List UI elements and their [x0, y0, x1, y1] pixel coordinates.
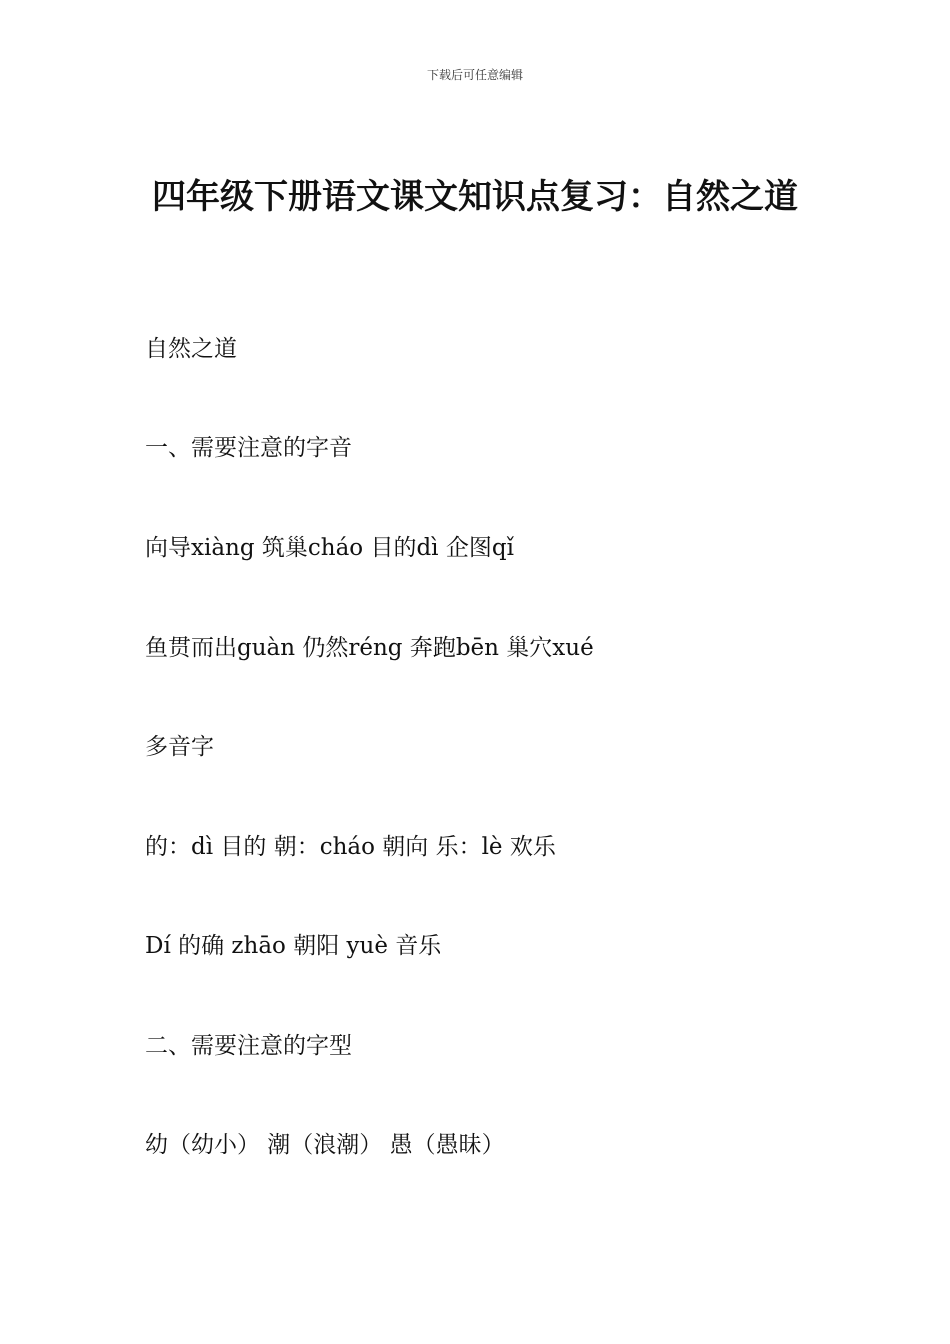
section-heading-pronunciation: 一、需要注意的字音: [145, 435, 352, 461]
pronunciation-line-2: 鱼贯而出guàn 仍然réng 奔跑bēn 巢穴xué: [145, 635, 594, 661]
polyphonic-line-1: 的：dì 目的 朝：cháo 朝向 乐：lè 欢乐: [145, 834, 556, 860]
pronunciation-line-1: 向导xiàng 筑巢cháo 目的dì 企图qǐ: [145, 535, 514, 561]
section-subtitle: 自然之道: [145, 336, 237, 362]
header-note: 下载后可任意编辑: [426, 68, 523, 82]
character-shape-line-1: 幼（幼小） 潮（浪潮） 愚（愚昧）: [145, 1132, 505, 1158]
section-heading-character-shape: 二、需要注意的字型: [145, 1033, 352, 1059]
polyphonic-heading: 多音字: [145, 734, 214, 760]
page-title: 四年级下册语文课文知识点复习：自然之道: [152, 177, 798, 217]
polyphonic-line-2: Dí 的确 zhāo 朝阳 yuè 音乐: [145, 933, 442, 959]
